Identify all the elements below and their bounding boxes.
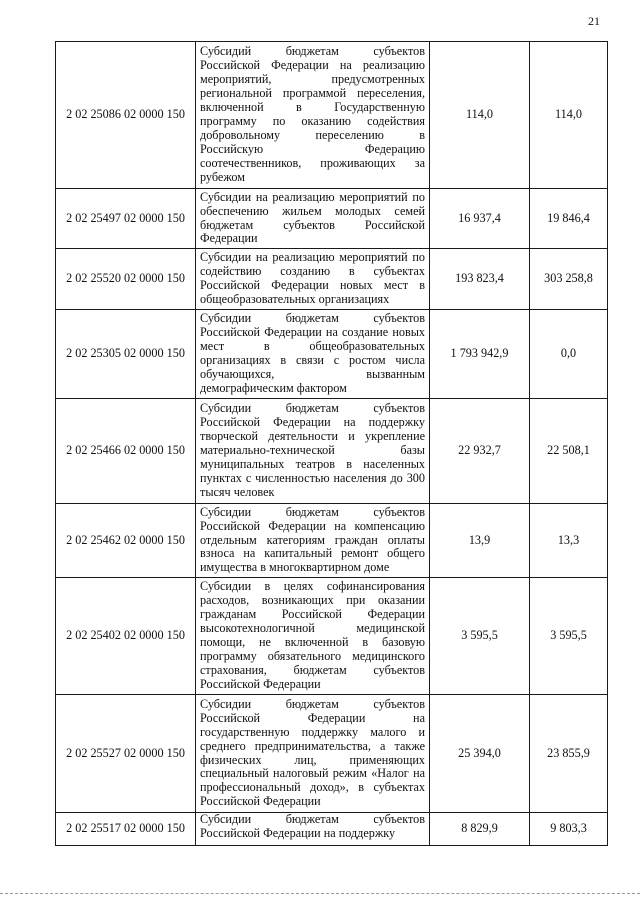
description-cell: Субсидии бюджетам субъектов Российской Федерации на создание новых мест в общеобразовательных организациях в связи с ростом числа обучающихся, вызванным демографическим фактором	[196, 310, 430, 399]
budget-code-cell: 2 02 25305 02 0000 150	[56, 310, 196, 399]
table-row	[56, 42, 608, 189]
budget-code-cell: 2 02 25497 02 0000 150	[56, 189, 196, 249]
amount-cell-1: 1 793 942,9	[430, 310, 530, 399]
budget-code-cell: 2 02 25520 02 0000 150	[56, 249, 196, 310]
amount-cell-2: 3 595,5	[530, 578, 608, 695]
description-cell: Субсидии бюджетам субъектов Российской Федерации на государственную поддержку малого и среднего предпринимательства, а также физических лиц, применяющих специальный налоговый режим «Налог на профессиональный доход», в субъектах Российской Федерации	[196, 695, 430, 813]
amount-cell-1: 13,9	[430, 504, 530, 578]
amount-cell-2: 22 508,1	[530, 399, 608, 504]
amount-cell-1: 193 823,4	[430, 249, 530, 310]
description-cell: Субсидии бюджетам субъектов Российской Федерации на поддержку	[196, 813, 430, 846]
budget-code-cell: 2 02 25462 02 0000 150	[56, 504, 196, 578]
amount-cell-1: 25 394,0	[430, 695, 530, 813]
budget-code-cell: 2 02 25527 02 0000 150	[56, 695, 196, 813]
amount-cell-2: 9 803,3	[530, 813, 608, 846]
table-row	[56, 578, 608, 695]
amount-cell-1: 16 937,4	[430, 189, 530, 249]
description-cell: Субсидии бюджетам субъектов Российской Федерации на компенсацию отдельным категориям граждан оплаты взноса на капитальный ремонт общего имущества в многоквартирном доме	[196, 504, 430, 578]
amount-cell-2: 23 855,9	[530, 695, 608, 813]
amount-cell-1: 114,0	[430, 42, 530, 189]
amount-cell-1: 22 932,7	[430, 399, 530, 504]
table-row	[56, 310, 608, 399]
amount-cell-2: 19 846,4	[530, 189, 608, 249]
description-cell: Субсидии в целях софинансирования расходов, возникающих при оказании гражданам Российской Федерации высокотехнологичной медицинской помощи, не включенной в базовую программу обязательного медицинского страхования, бюджетам субъектов Российской Федерации	[196, 578, 430, 695]
amount-cell-1: 8 829,9	[430, 813, 530, 846]
table-row	[56, 399, 608, 504]
description-cell: Субсидии на реализацию мероприятий по содействию созданию в субъектах Российской Федерации новых мест в общеобразовательных организациях	[196, 249, 430, 310]
budget-code-cell: 2 02 25466 02 0000 150	[56, 399, 196, 504]
budget-code-cell: 2 02 25517 02 0000 150	[56, 813, 196, 846]
description-cell: Субсидии на реализацию мероприятий по обеспечению жильем молодых семей бюджетам субъектов Российской Федерации	[196, 189, 430, 249]
table-row	[56, 813, 608, 846]
amount-cell-2: 13,3	[530, 504, 608, 578]
table-row	[56, 695, 608, 813]
table-row	[56, 249, 608, 310]
table-row	[56, 504, 608, 578]
description-cell: Субсидий бюджетам субъектов Российской Федерации на реализацию мероприятий, предусмотренных региональной программой переселения, включенной в Государственную программу по оказанию содействия добровольному переселению в Российскую Федерацию соотечественников, проживающих за рубежом	[196, 42, 430, 189]
budget-subsidies-table	[55, 41, 608, 846]
amount-cell-2: 0,0	[530, 310, 608, 399]
table-row	[56, 189, 608, 249]
description-cell: Субсидии бюджетам субъектов Российской Федерации на поддержку творческой деятельности и укрепление материально-технической базы муниципальных театров в населенных пунктах с численностью населения до 300 тысяч человек	[196, 399, 430, 504]
page-bottom-divider	[0, 893, 640, 894]
amount-cell-2: 303 258,8	[530, 249, 608, 310]
budget-code-cell: 2 02 25086 02 0000 150	[56, 42, 196, 189]
page-number: 21	[588, 14, 600, 28]
budget-code-cell: 2 02 25402 02 0000 150	[56, 578, 196, 695]
amount-cell-2: 114,0	[530, 42, 608, 189]
amount-cell-1: 3 595,5	[430, 578, 530, 695]
